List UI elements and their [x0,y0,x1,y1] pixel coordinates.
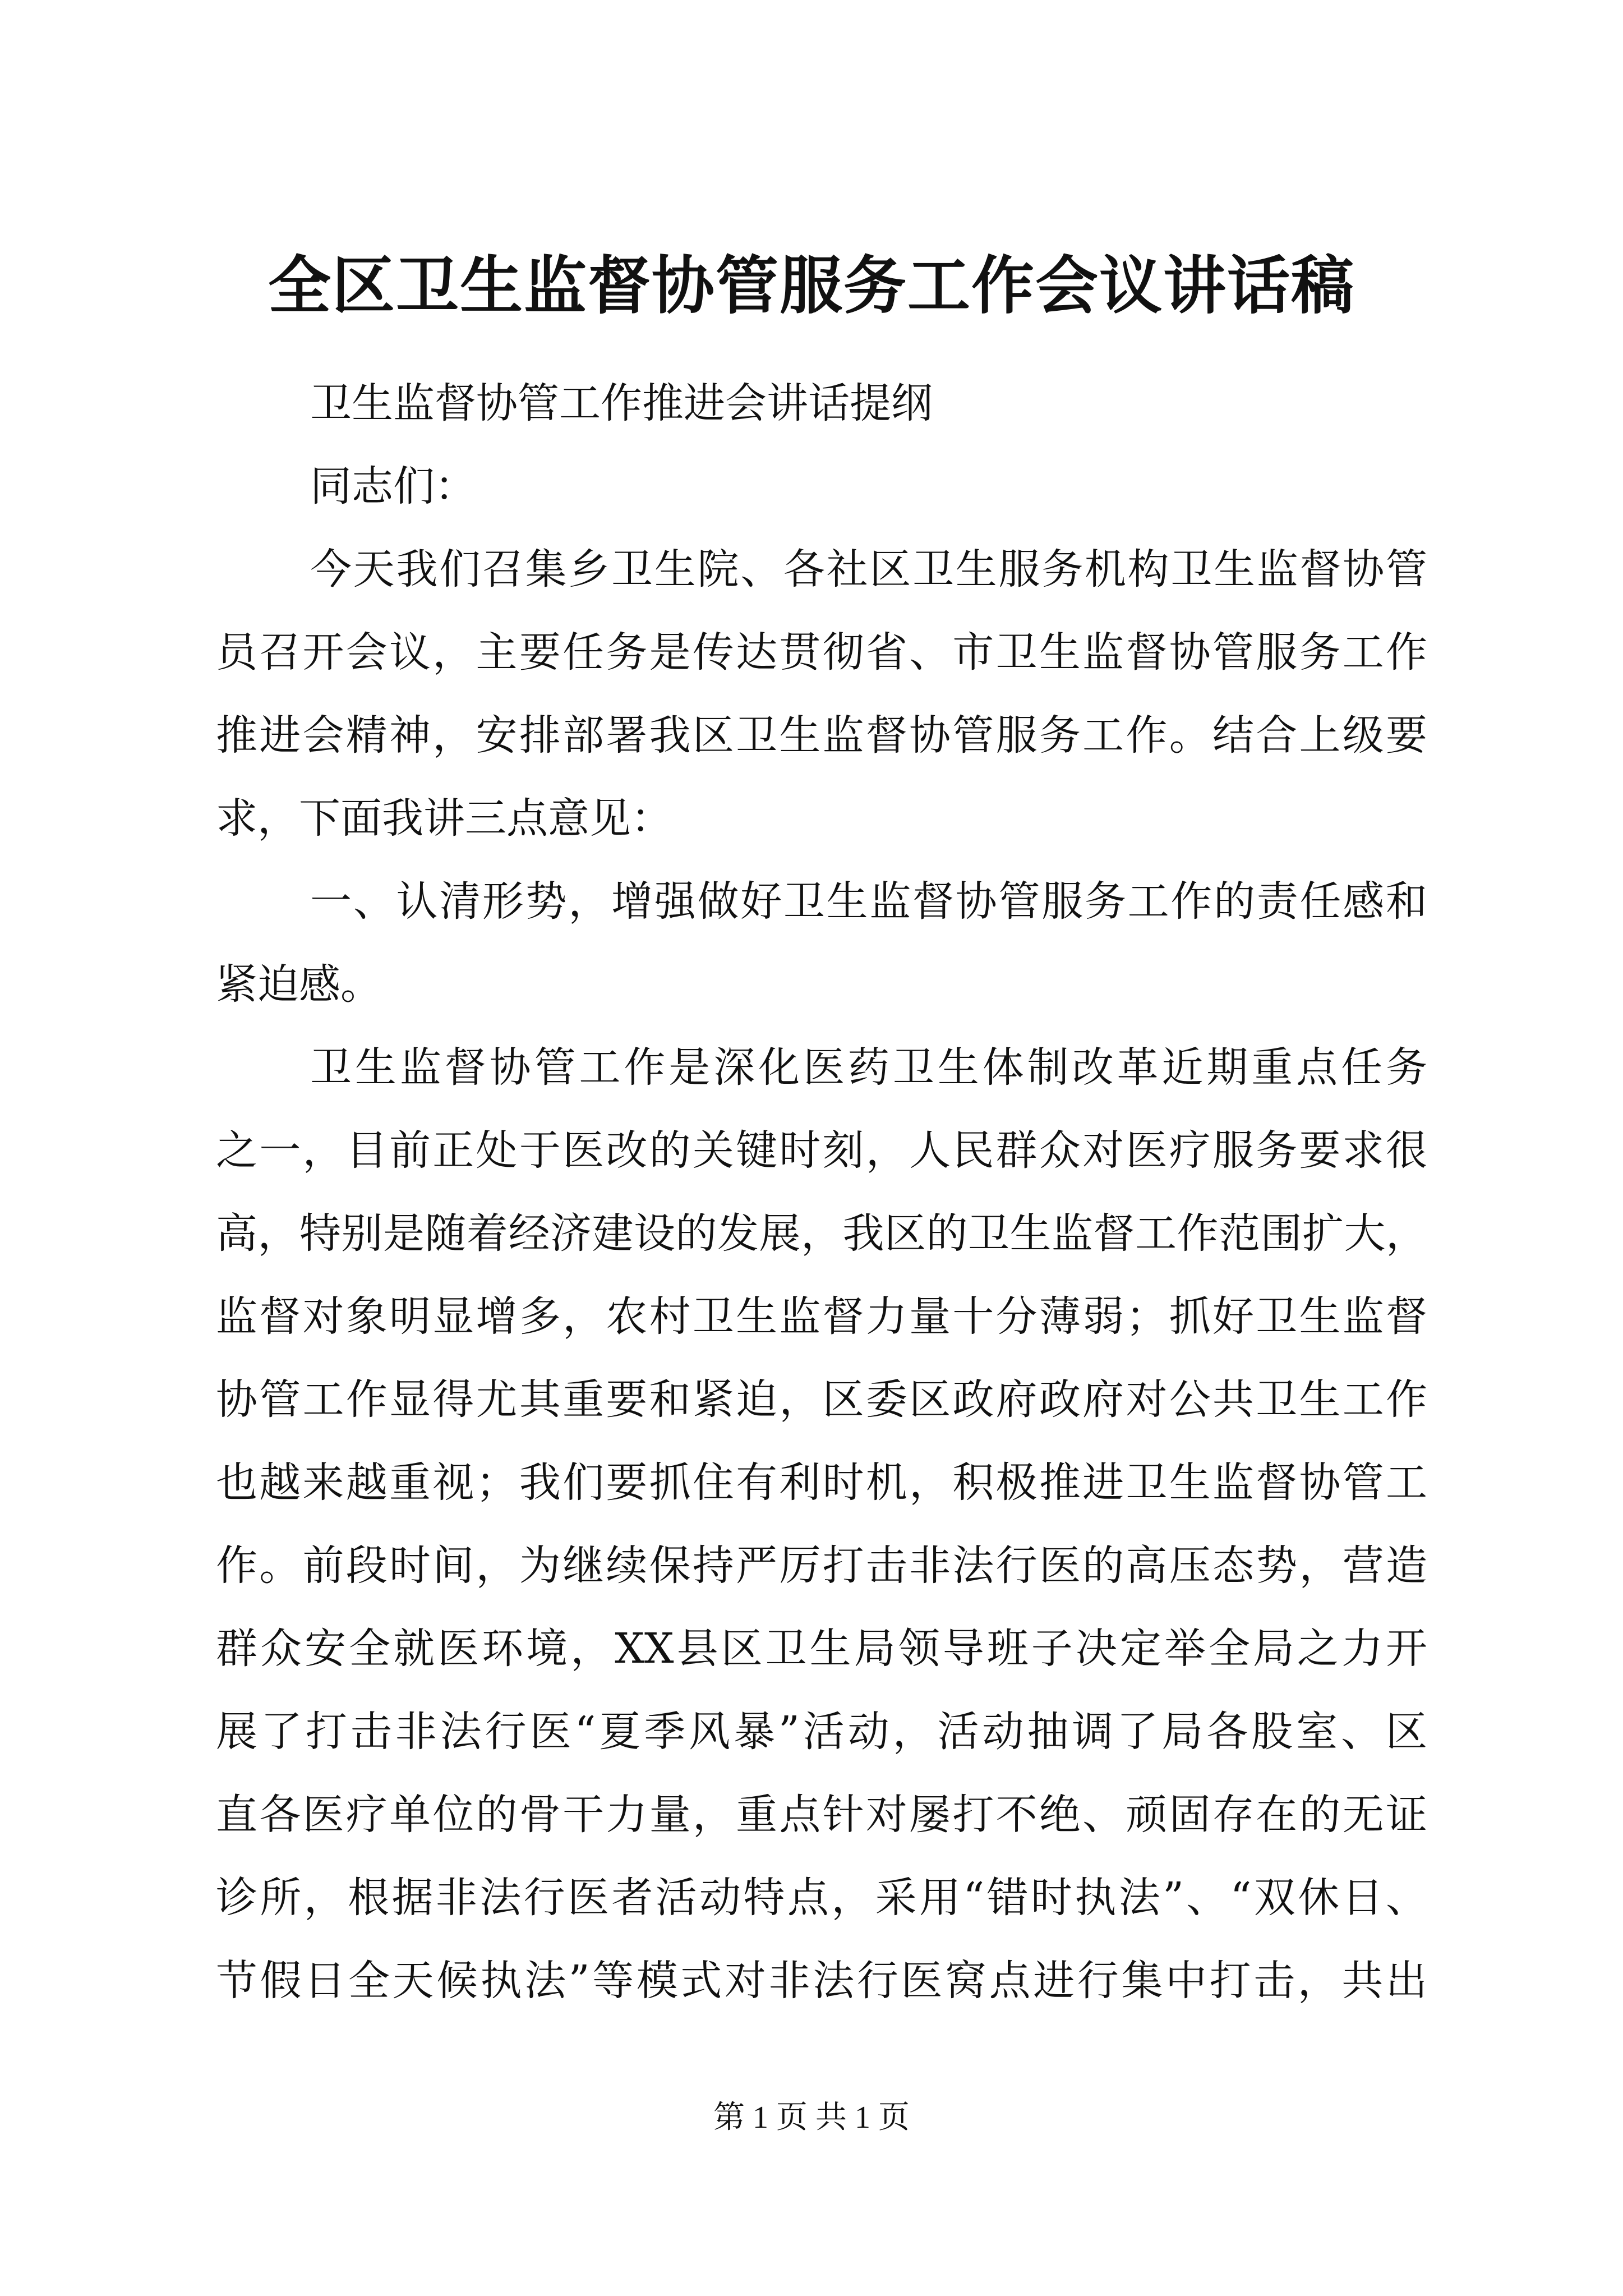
paragraph-line: 推进会精神，安排部署我区卫生监督协管服务工作。结合上级要 [216,711,1427,760]
document-body [216,362,1427,2022]
paragraph-line: 群众安全就医环境，XX县区卫生局领导班子决定举全局之力开 [216,1625,1427,1673]
section-heading-line: 紧迫感。 [216,960,382,1009]
paragraph-line: 节假日全天候执法”等模式对非法行医窝点进行集中打击，共出 [216,1957,1427,2005]
paragraph-line: 监督对象明显增多，农村卫生监督力量十分薄弱；抓好卫生监督 [216,1292,1427,1341]
paragraph-line: 之一，目前正处于医改的关键时刻，人民群众对医疗服务要求很 [216,1126,1427,1175]
paragraph-line: 直各医疗单位的骨干力量，重点针对屡打不绝、顽固存在的无证 [216,1791,1427,1839]
paragraph-line: 展了打击非法行医“夏季风暴”活动，活动抽调了局各股室、区 [216,1708,1427,1756]
paragraph-line: 高，特别是随着经济建设的发展，我区的卫生监督工作范围扩大， [216,1209,1427,1258]
paragraph-line: 诊所，根据非法行医者活动特点，采用“错时执法”、“双休日、 [216,1874,1427,1922]
page-footer: 第 1 页 共 1 页 [713,2100,910,2135]
salutation-line: 同志们： [310,462,476,510]
paragraph-line: 也越来越重视；我们要抓住有利时机，积极推进卫生监督协管工 [216,1458,1427,1507]
subtitle-line: 卫生监督协管工作推进会讲话提纲 [310,379,933,427]
section-heading-line: 一、认清形势，增强做好卫生监督协管服务工作的责任感和 [310,877,1427,926]
paragraph-line: 作。前段时间，为继续保持严厉打击非法行医的高压态势，营造 [216,1542,1427,1590]
paragraph-line: 协管工作显得尤其重要和紧迫，区委区政府政府对公共卫生工作 [216,1375,1427,1424]
paragraph-line: 员召开会议，主要任务是传达贯彻省、市卫生监督协管服务工作 [216,628,1427,677]
document-title: 全区卫生监督协管服务工作会议讲话稿 [268,250,1355,323]
paragraph-line: 求，下面我讲三点意见： [216,794,672,843]
paragraph-line: 卫生监督协管工作是深化医药卫生体制改革近期重点任务 [310,1043,1427,1092]
paragraph-line: 今天我们召集乡卫生院、各社区卫生服务机构卫生监督协管 [310,545,1427,593]
